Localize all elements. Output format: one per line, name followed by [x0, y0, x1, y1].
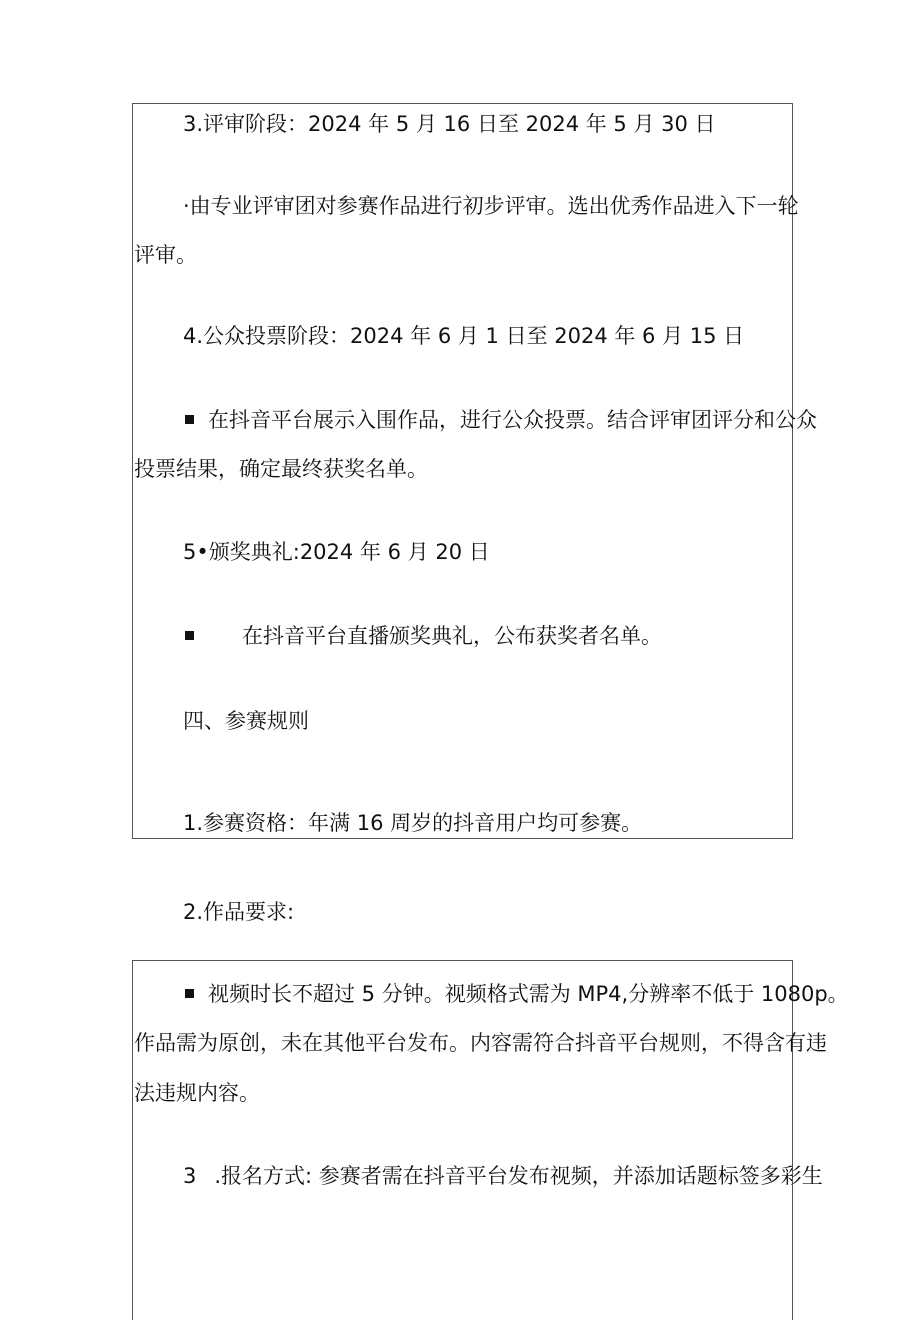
award-ceremony-heading: 5•颁奖典礼:2024 年 6 月 20 日 [183, 540, 490, 564]
square-bullet-icon [185, 415, 194, 424]
lower-table-cell [132, 960, 793, 1320]
video-requirements-line2: 作品需为原创，未在其他平台发布。内容需符合抖音平台规则，不得含有违 [134, 1031, 827, 1055]
award-ceremony-desc-text: 在抖音平台直播颁奖典礼，公布获奖者名单。 [242, 624, 662, 648]
registration-line [183, 1164, 823, 1188]
square-bullet-icon [185, 989, 194, 998]
video-requirements-text: 视频时长不超过 5 分钟。视频格式需为 MP4,分辨率不低于 1080p。 [208, 982, 849, 1006]
public-vote-desc-text: 在抖音平台展示入围作品，进行公众投票。结合评审团评分和公众 [208, 408, 817, 432]
award-ceremony-desc [185, 624, 662, 648]
public-vote-heading: 4.公众投票阶段：2024 年 6 月 1 日至 2024 年 6 月 15 日 [183, 324, 745, 348]
review-stage-desc-line2: 评审。 [134, 243, 197, 267]
public-vote-desc-line1 [185, 408, 817, 432]
video-requirements-line3: 法违规内容。 [134, 1081, 260, 1105]
registration-text: .报名方式: 参赛者需在抖音平台发布视频，并添加话题标签多彩生 [214, 1164, 823, 1188]
work-requirements-heading: 2.作品要求: [183, 900, 295, 924]
video-requirements-line1 [185, 982, 849, 1006]
section-rules-heading: 四、参赛规则 [183, 709, 309, 733]
review-stage-desc-line1: ·由专业评审团对参赛作品进行初步评审。选出优秀作品进入下一轮 [183, 194, 799, 218]
square-bullet-icon [185, 631, 194, 640]
review-stage-heading: 3.评审阶段：2024 年 5 月 16 日至 2024 年 5 月 30 日 [183, 112, 716, 136]
eligibility-line: 1.参赛资格：年满 16 周岁的抖音用户均可参赛。 [183, 811, 643, 835]
public-vote-desc-line2: 投票结果，确定最终获奖名单。 [134, 457, 428, 481]
registration-number: 3 [183, 1164, 197, 1188]
